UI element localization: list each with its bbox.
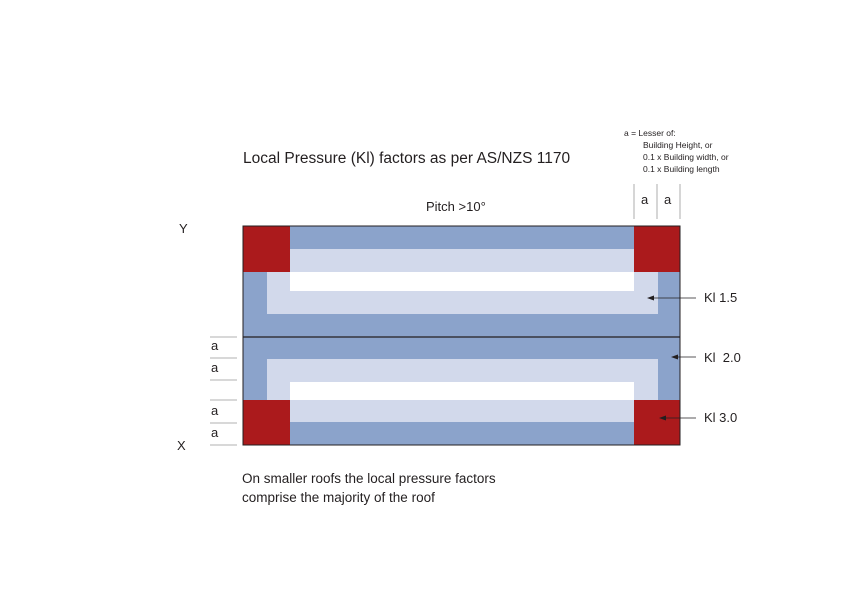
dimension-label-left: a [211, 403, 219, 418]
legend-item-building-height: Building Height, or [643, 140, 713, 150]
axis-label-y: Y [179, 221, 188, 236]
zone-kl3-corner [634, 400, 680, 445]
zone-kl15-region [290, 400, 634, 422]
legend-item-building-length: 0.1 x Building length [643, 164, 720, 174]
lower-roof-plane [243, 337, 680, 445]
legend-item-building-width: 0.1 x Building width, or [643, 152, 729, 162]
upper-roof-plane [243, 226, 680, 337]
dimension-label-top: a [641, 192, 649, 207]
zone-label-kl20: Kl 2.0 [704, 350, 741, 365]
dimension-ticks-top [634, 184, 680, 219]
dimension-label-left: a [211, 338, 219, 353]
roof-interior-region [290, 272, 634, 291]
dimension-label-left: a [211, 425, 219, 440]
zone-label-kl30: Kl 3.0 [704, 410, 738, 425]
footnote-line: comprise the majority of the roof [242, 490, 435, 505]
dimension-label-top: a [664, 192, 672, 207]
diagram-title: Local Pressure (Kl) factors as per AS/NZS 1170 [243, 150, 571, 167]
roof-interior-region [290, 382, 634, 400]
zone-kl3-corner [634, 226, 680, 272]
legend-a-definition: a = Lesser of: [624, 128, 676, 138]
dimension-label-left: a [211, 360, 219, 375]
zone-kl3-corner [243, 226, 290, 272]
zone-kl3-corner [243, 400, 290, 445]
dimension-ticks-left [210, 337, 237, 445]
pitch-label: Pitch >10° [426, 199, 486, 214]
footnote-line: On smaller roofs the local pressure factors [242, 471, 496, 486]
zone-label-kl15: Kl 1.5 [704, 290, 738, 305]
axis-label-x: X [177, 438, 186, 453]
